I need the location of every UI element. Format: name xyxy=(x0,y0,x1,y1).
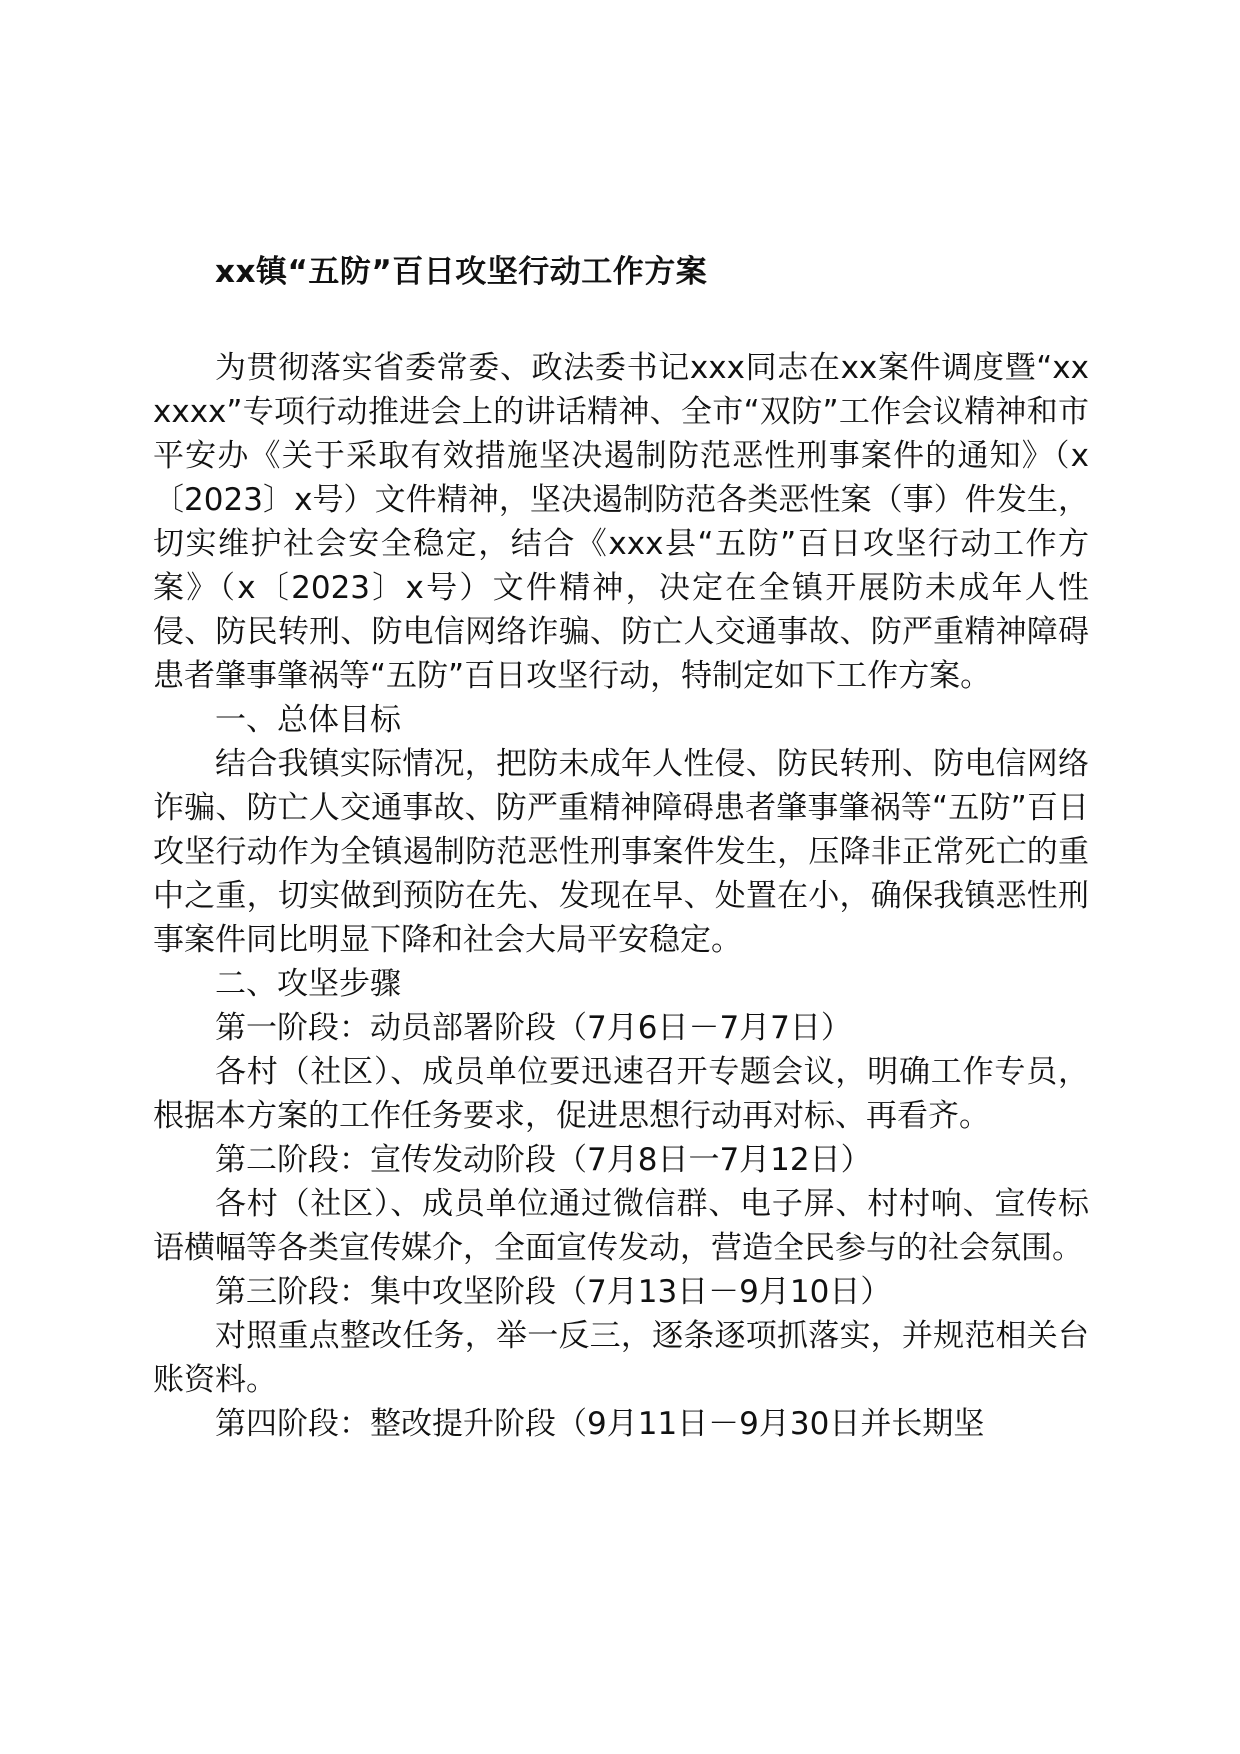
stage-1-paragraph: 各村（社区）、成员单位要迅速召开专题会议，明确工作专员，根据本方案的工作任务要求，促进思想行动再对标、再看齐。 xyxy=(153,1054,1089,1134)
stage-4-heading: 第四阶段：整改提升阶段（9月11日－9月30日并长期坚 xyxy=(215,1406,985,1442)
stage-2-heading: 第二阶段：宣传发动阶段（7月8日一7月12日） xyxy=(215,1142,872,1178)
section-1-heading: 一、总体目标 xyxy=(215,702,401,738)
document-body xyxy=(153,250,1089,1446)
stage-3-paragraph: 对照重点整改任务，举一反三，逐条逐项抓落实，并规范相关台账资料。 xyxy=(153,1318,1089,1398)
section-2-heading: 二、攻坚步骤 xyxy=(215,966,401,1002)
intro-paragraph: 为贯彻落实省委常委、政法委书记xxx同志在xx案件调度暨“xxxxxx”专项行动推进会上的讲话精神、全市“双防”工作会议精神和市平安办《关于采取有效措施坚决遏制防范恶性刑事案件的通知》（x〔2023〕x号）文件精神，坚决遏制防范各类恶性案（事）件发生，切实维护社会安全稳定，结合《xxx县“五防”百日攻坚行动工作方案》（x〔2023〕x号）文件精神，决定在全镇开展防未成年人性侵、防民转刑、防电信网络诈骗、防亡人交通事故、防严重精神障碍患者肇事肇祸等“五防”百日攻坚行动，特制定如下工作方案。 xyxy=(153,350,1089,694)
document-title: xx镇“五防”百日攻坚行动工作方案 xyxy=(215,254,708,290)
stage-1-heading: 第一阶段：动员部署阶段（7月6日－7月7日） xyxy=(215,1010,852,1046)
stage-2-paragraph: 各村（社区）、成员单位通过微信群、电子屏、村村响、宣传标语横幅等各类宣传媒介，全面宣传发动，营造全民参与的社会氛围。 xyxy=(153,1186,1089,1266)
overall-goal-paragraph: 结合我镇实际情况，把防未成年人性侵、防民转刑、防电信网络诈骗、防亡人交通事故、防严重精神障碍患者肇事肇祸等“五防”百日攻坚行动作为全镇遏制防范恶性刑事案件发生，压降非正常死亡的重中之重，切实做到预防在先、发现在早、处置在小，确保我镇恶性刑事案件同比明显下降和社会大局平安稳定。 xyxy=(153,746,1089,958)
stage-3-heading: 第三阶段：集中攻坚阶段（7月13日－9月10日） xyxy=(215,1274,892,1310)
